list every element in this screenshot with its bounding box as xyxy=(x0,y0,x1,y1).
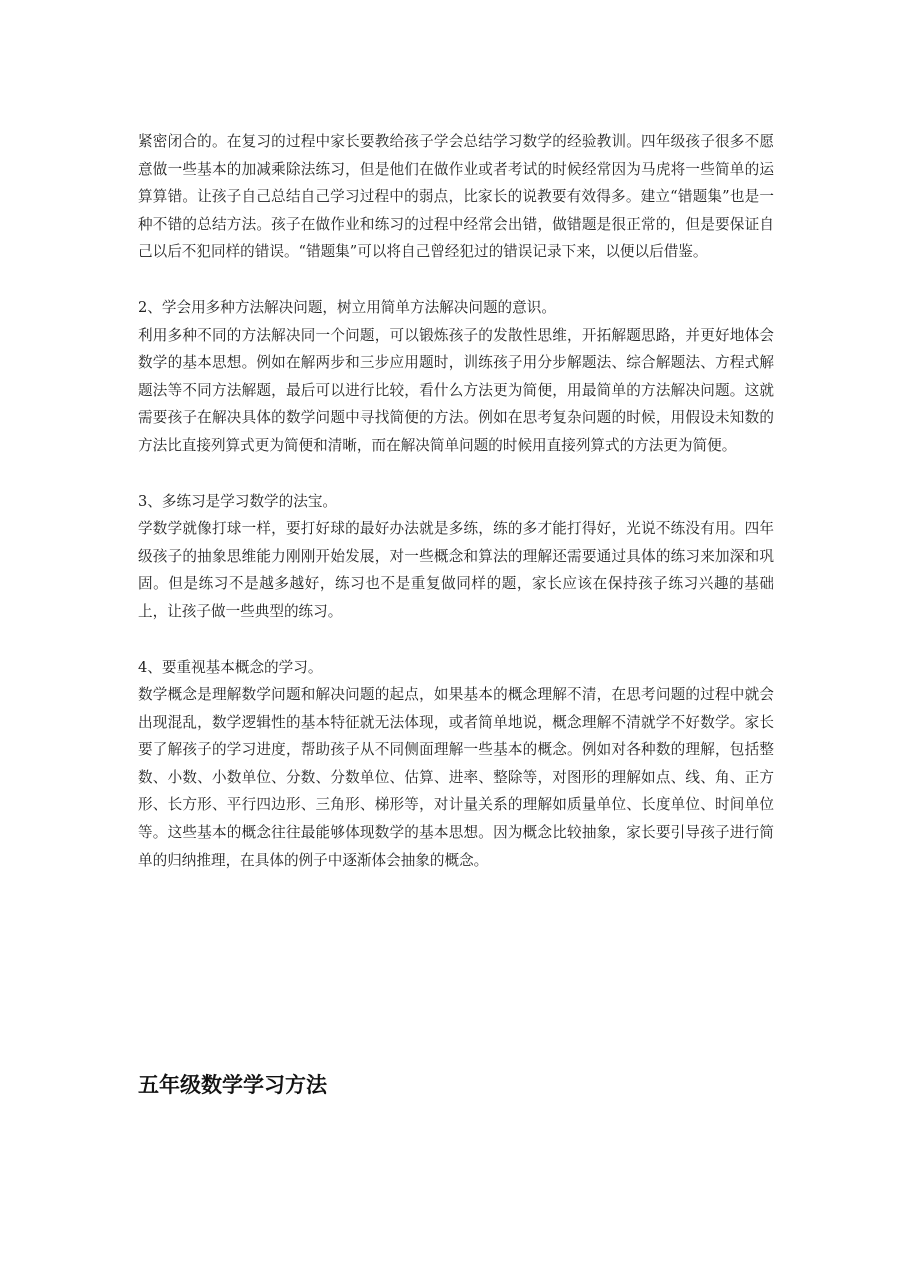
next-section-title: 五年级数学学习方法 xyxy=(138,1073,327,1097)
paragraph-gap xyxy=(138,266,774,294)
section-body-2: 利用多种不同的方法解决同一个问题，可以锻炼孩子的发散性思维，开拓解题思路，并更好地体会数学的基本思想。例如在解两步和三步应用题时，训练孩子用分步解题法、综合解题法、方程式解题法等不同方法解题，最后可以进行比较，看什么方法更为简便，用最简单的方法解决问题。这就需要孩子在解决具体的数学问题中寻找简便的方法。例如在思考复杂问题的时候，用假设未知数的方法比直接列算式更为简便和清晰，而在解决简单问题的时候用直接列算式的方法更为简便。 xyxy=(138,326,774,454)
section-heading-3: 3、多练习是学习数学的法宝。 xyxy=(138,492,338,510)
section-heading-2: 2、学会用多种方法解决问题，树立用简单方法解决问题的意识。 xyxy=(138,298,556,316)
section-heading-4: 4、要重视基本概念的学习。 xyxy=(138,658,323,676)
intro-paragraph: 紧密闭合的。在复习的过程中家长要教给孩子学会总结学习数学的经验教训。四年级孩子很多不愿意做一些基本的加减乘除法练习，但是他们在做作业或者考试的时候经常因为马虎将一些简单的运算算错。让孩子自己总结自己学习过程中的弱点，比家长的说教要有效得多。建立“错题集”也是一种不错的总结方法。孩子在做作业和练习的过程中经常会出错，做错题是很正常的，但是要保证自己以后不犯同样的错误。“错题集”可以将自己曾经犯过的错误记录下来，以便以后借鉴。 xyxy=(138,133,774,261)
document-body xyxy=(138,128,774,874)
section-body-3: 学数学就像打球一样，要打好球的最好办法就是多练，练的多才能打得好，光说不练没有用。四年级孩子的抽象思维能力刚刚开始发展，对一些概念和算法的理解还需要通过具体的练习来加深和巩固。但是练习不是越多越好，练习也不是重复做同样的题，家长应该在保持孩子练习兴趣的基础上，让孩子做一些典型的练习。 xyxy=(138,520,774,620)
section-body-4: 数学概念是理解数学问题和解决问题的起点，如果基本的概念理解不清，在思考问题的过程中就会出现混乱，数学逻辑性的基本特征就无法体现，或者简单地说，概念理解不清就学不好数学。家长要了解孩子的学习进度，帮助孩子从不同侧面理解一些基本的概念。例如对各种数的理解，包括整数、小数、小数单位、分数、分数单位、估算、进率、整除等，对图形的理解如点、线、角、正方形、长方形、平行四边形、三角形、梯形等，对计量关系的理解如质量单位、长度单位、时间单位等。这些基本的概念往往最能够体现数学的基本思想。因为概念比较抽象，家长要引导孩子进行简单的归纳推理，在具体的例子中逐渐体会抽象的概念。 xyxy=(138,686,774,869)
paragraph-gap xyxy=(138,626,774,654)
paragraph-gap xyxy=(138,460,774,488)
